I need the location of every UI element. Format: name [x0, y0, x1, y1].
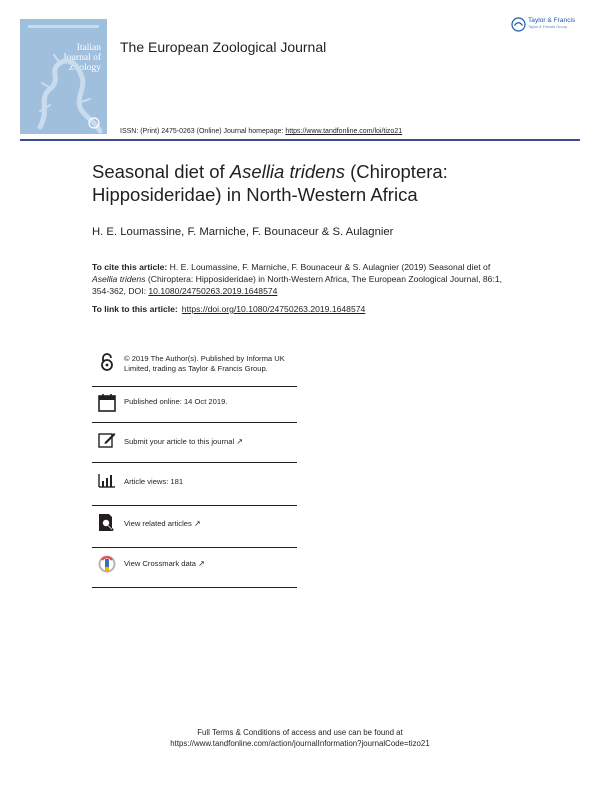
journal-homepage-link[interactable]: https://www.tandfonline.com/loi/tizo21	[285, 128, 403, 135]
license-row	[98, 352, 298, 382]
publisher-logo-text: Taylor & Francis	[528, 17, 576, 24]
submit-article-link[interactable]: Submit your article to this journal ↗	[124, 437, 243, 446]
related-row[interactable]	[98, 513, 298, 543]
related-articles-link[interactable]: View related articles ↗	[124, 519, 201, 528]
published-row	[98, 393, 298, 423]
crossmark-link[interactable]: View Crossmark data ↗	[124, 559, 205, 568]
cover-title: Italian Journal of Zoology	[62, 43, 101, 73]
lizard-illustration	[20, 19, 107, 134]
article-authors: H. E. Loumassine, F. Marniche, F. Bounaceur & S. Aulagnier	[92, 226, 394, 238]
edit-icon	[98, 430, 116, 450]
journal-cover-image	[20, 19, 107, 134]
issn-line	[120, 128, 402, 135]
submit-row[interactable]	[98, 430, 298, 460]
publisher-logo-icon	[511, 17, 526, 32]
info-divider	[92, 587, 297, 588]
crossmark-icon	[98, 555, 116, 575]
published-date: Published online: 14 Oct 2019.	[124, 397, 228, 406]
article-views: Article views: 181	[124, 477, 184, 486]
header-rule	[20, 139, 580, 141]
external-link-icon: ↗	[236, 437, 243, 446]
footer-journal-info-link[interactable]: https://www.tandfonline.com/action/journalInformation?journalCode=tizo21	[170, 739, 430, 749]
info-divider	[92, 505, 297, 506]
publisher-logo[interactable]	[511, 16, 586, 36]
citation-label: To cite this article:	[92, 262, 168, 272]
article-link[interactable]: https://doi.org/10.1080/24750263.2019.1648574	[181, 304, 366, 314]
article-link-line	[92, 304, 365, 314]
journal-name: The European Zoological Journal	[120, 39, 327, 55]
views-row	[98, 471, 298, 501]
external-link-icon: ↗	[198, 559, 205, 568]
footer	[0, 727, 600, 749]
open-access-icon	[98, 352, 116, 372]
license-text: © 2019 The Author(s). Published by Informa UK Limited, trading as Taylor & Francis Group.	[124, 354, 285, 373]
info-divider	[92, 462, 297, 463]
related-articles-icon	[98, 513, 116, 533]
citation-block: To cite this article: H. E. Loumassine, F. Marniche, F. Bounaceur & S. Aulagnier (2019) Seasonal diet of Asellia tridens (Chiroptera: Hipposideridae) in North-Western Africa, The European Zoological Journal, 86:1, 354-362, DOI: 10.1080/24750263.2019.1648574	[92, 262, 503, 296]
calendar-icon	[98, 393, 116, 413]
crossmark-row[interactable]	[98, 555, 298, 585]
publisher-logo-subtext: Taylor & Francis Group	[528, 25, 567, 29]
info-divider	[92, 547, 297, 548]
info-divider	[92, 422, 297, 423]
article-title: Seasonal diet of Asellia tridens (Chiroptera: Hipposideridae) in North-Western Africa	[92, 161, 448, 205]
doi-link[interactable]: 10.1080/24750263.2019.1648574	[148, 285, 278, 296]
info-divider	[92, 386, 297, 387]
bar-chart-icon	[98, 471, 116, 491]
article-link-label: To link to this article:	[92, 304, 178, 314]
footer-terms-text: Full Terms & Conditions of access and use can be found at	[197, 728, 403, 737]
external-link-icon: ↗	[193, 519, 201, 528]
issn-text: ISSN: (Print) 2475-0263 (Online) Journal homepage:	[120, 128, 286, 135]
